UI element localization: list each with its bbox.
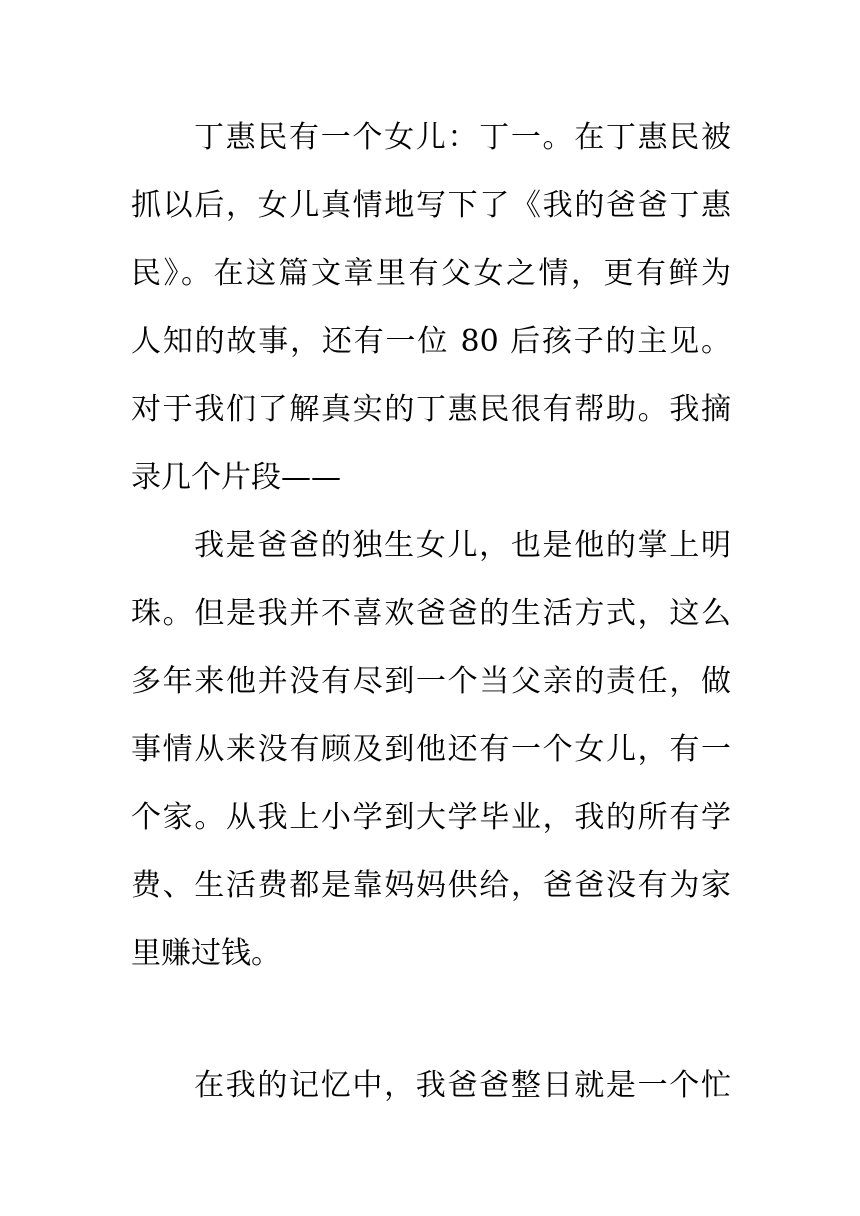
text-line: 人知的故事，还有一位 80 后孩子的主见。 [131,324,731,359]
text-line: 事情从来没有顾及到他还有一个女儿，有一 [131,732,731,767]
text-line: 丁惠民有一个女儿：丁一。在丁惠民被 [194,120,731,155]
text-line: 珠。但是我并不喜欢爸爸的生活方式，这么 [131,596,731,631]
text-line: 费、生活费都是靠妈妈供给，爸爸没有为家 [131,868,731,903]
text-line: 民》。在这篇文章里有父女之情，更有鲜为 [131,256,731,291]
text-line: 我是爸爸的独生女儿，也是他的掌上明 [194,528,731,563]
text-line: 在我的记忆中，我爸爸整日就是一个忙 [194,1068,731,1103]
text-line: 抓以后，女儿真情地写下了《我的爸爸丁惠 [131,188,731,223]
text-line: 多年来他并没有尽到一个当父亲的责任，做 [131,664,731,699]
text-line: 个家。从我上小学到大学毕业，我的所有学 [131,800,731,835]
text-line: 对于我们了解真实的丁惠民很有帮助。我摘 [131,392,731,427]
text-line: 里赚过钱。 [131,936,281,971]
text-line: 录几个片段—— [131,460,341,495]
